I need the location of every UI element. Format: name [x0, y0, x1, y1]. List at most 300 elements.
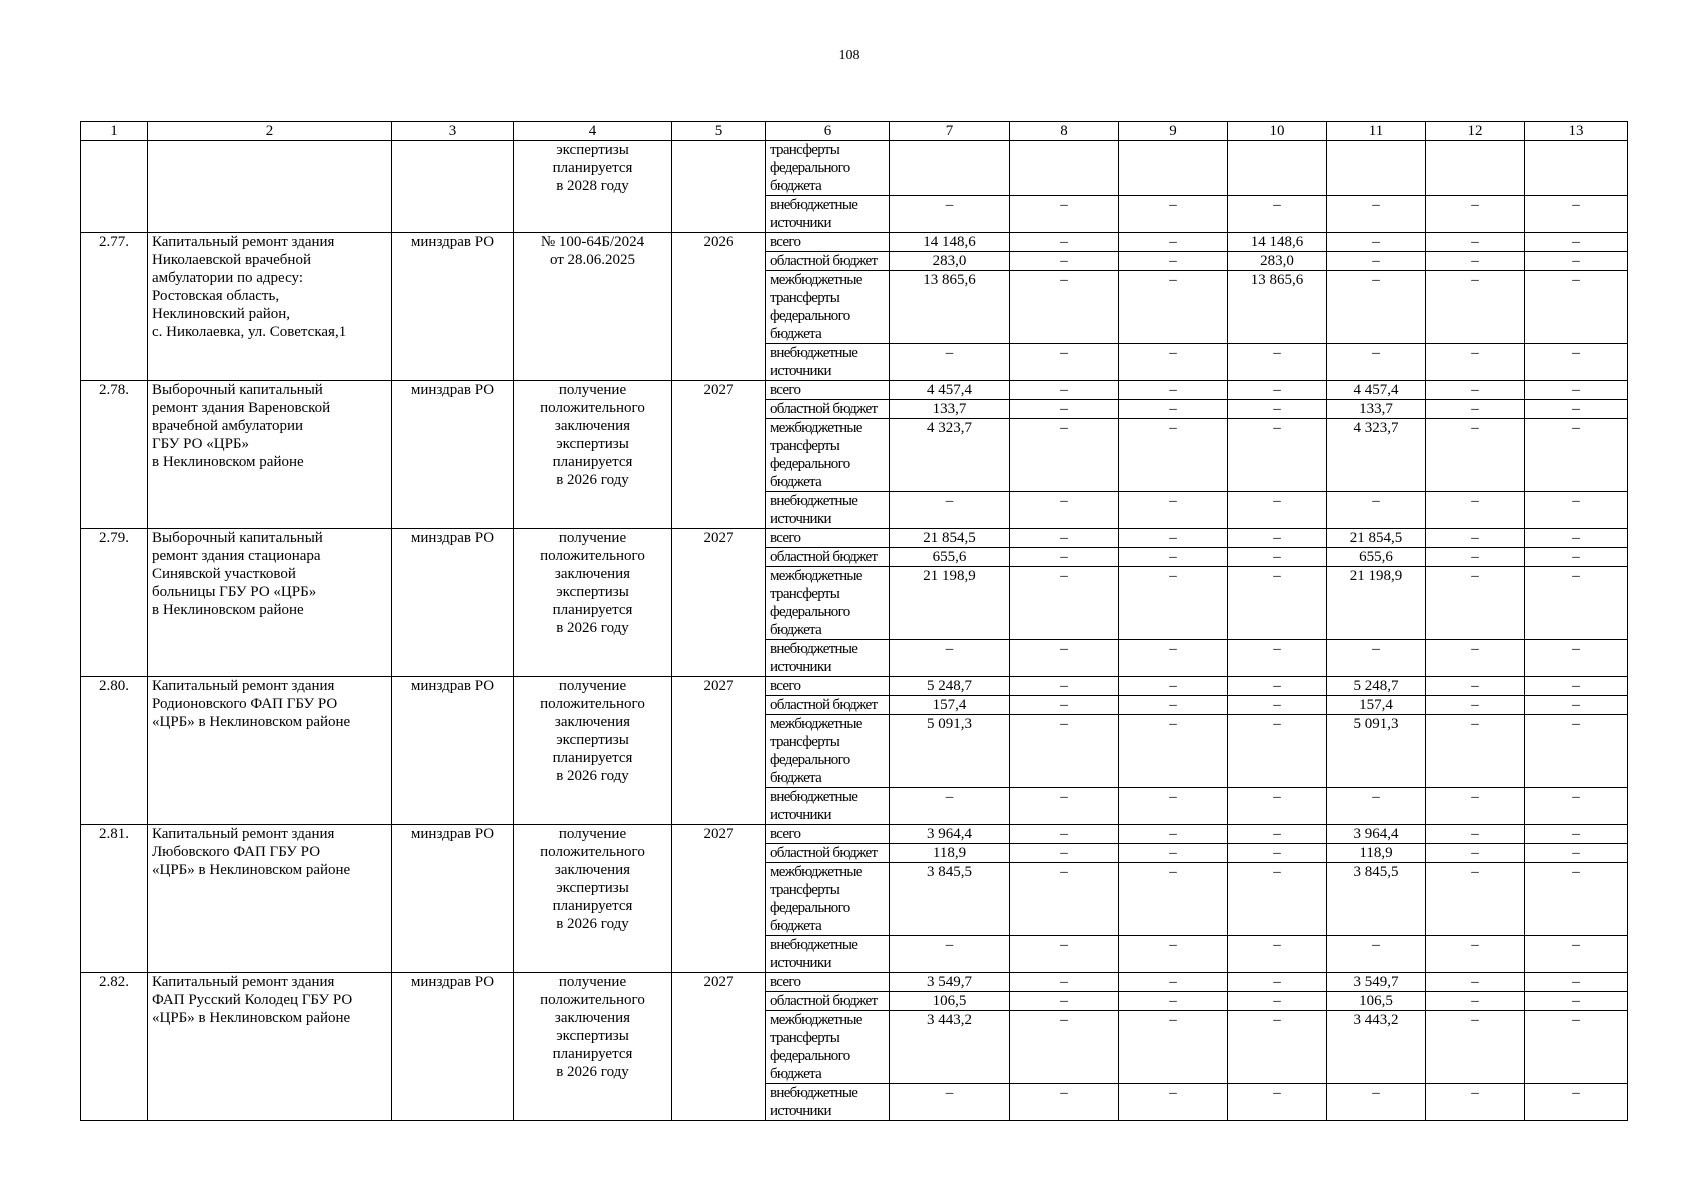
- item-name-cell: [148, 677, 392, 825]
- funding-source-label: [766, 677, 890, 696]
- funding-source-label-line: федерального: [770, 160, 850, 176]
- funding-source-label-line: областной бюджет: [770, 549, 878, 565]
- document-cell-line: положительного: [540, 992, 645, 1008]
- funding-value-cell: –: [1119, 252, 1228, 271]
- funding-value-cell: –: [1010, 419, 1119, 492]
- item-name-cell-line: Ростовская область,: [152, 288, 280, 304]
- funding-value-cell: 4 323,7: [1327, 419, 1426, 492]
- funding-value-cell: –: [1327, 233, 1426, 252]
- table-body: [81, 122, 1628, 1121]
- document-cell-line: экспертизы: [556, 732, 629, 748]
- table-row: [81, 141, 1628, 196]
- funding-value-cell: –: [1010, 1011, 1119, 1084]
- document-cell-line: получение: [558, 382, 627, 398]
- item-name-cell-line: Капитальный ремонт здания: [152, 678, 335, 694]
- funding-value-cell: –: [1327, 344, 1426, 381]
- executor-cell: минздрав РО: [392, 529, 514, 677]
- funding-source-label-line: источники: [770, 807, 831, 823]
- funding-value-cell: –: [890, 936, 1010, 973]
- funding-source-label-line: всего: [770, 234, 801, 250]
- funding-value-cell: –: [1525, 344, 1628, 381]
- funding-value-cell: –: [890, 492, 1010, 529]
- item-number-cell: [81, 141, 148, 233]
- funding-value-cell: –: [1327, 1084, 1426, 1121]
- document-cell-line: в 2028 году: [556, 178, 629, 194]
- funding-value-cell: –: [1119, 677, 1228, 696]
- funding-source-label-line: бюджета: [770, 918, 822, 934]
- funding-source-label: [766, 548, 890, 567]
- funding-value-cell: –: [1426, 548, 1525, 567]
- funding-value-cell: –: [1119, 567, 1228, 640]
- funding-value-cell: –: [1228, 344, 1327, 381]
- item-name-cell-line: с. Николаевка, ул. Советская,1: [152, 324, 347, 340]
- program-table: [80, 121, 1628, 1121]
- document-cell-line: № 100-64Б/2024: [540, 234, 645, 250]
- document-cell-line: получение: [558, 826, 627, 842]
- funding-value-cell: –: [1228, 825, 1327, 844]
- funding-source-label-line: трансферты: [770, 438, 840, 454]
- item-name-cell-line: врачебной амбулатории: [152, 418, 303, 434]
- column-number-header: 12: [1426, 122, 1525, 141]
- funding-value-cell: –: [1119, 233, 1228, 252]
- funding-source-label: [766, 271, 890, 344]
- funding-value-cell: 5 091,3: [1327, 715, 1426, 788]
- funding-source-label-line: межбюджетные: [770, 864, 862, 880]
- document-cell-line: в 2026 году: [556, 472, 629, 488]
- year-cell: 2027: [672, 677, 766, 825]
- funding-value-cell: –: [1228, 548, 1327, 567]
- funding-source-label-line: трансферты: [770, 142, 840, 158]
- funding-value-cell: –: [1119, 696, 1228, 715]
- funding-value-cell: –: [1525, 825, 1628, 844]
- funding-source-label: [766, 863, 890, 936]
- item-name-cell-line: ремонт здания Вареновской: [152, 400, 331, 416]
- executor-cell: минздрав РО: [392, 825, 514, 973]
- funding-value-cell: –: [1010, 863, 1119, 936]
- funding-value-cell: –: [1119, 344, 1228, 381]
- funding-value-cell: –: [1228, 788, 1327, 825]
- year-cell: 2027: [672, 973, 766, 1121]
- funding-value-cell: –: [1119, 1084, 1228, 1121]
- funding-value-cell: 5 248,7: [890, 677, 1010, 696]
- funding-value-cell: 4 457,4: [890, 381, 1010, 400]
- funding-value-cell: –: [1228, 973, 1327, 992]
- funding-value-cell: [1010, 141, 1119, 196]
- funding-value-cell: 21 854,5: [890, 529, 1010, 548]
- funding-source-label: [766, 492, 890, 529]
- funding-source-label: [766, 788, 890, 825]
- funding-source-label-line: федерального: [770, 308, 850, 324]
- funding-source-label-line: трансферты: [770, 1030, 840, 1046]
- funding-source-label-line: федерального: [770, 752, 850, 768]
- funding-source-label-line: областной бюджет: [770, 993, 878, 1009]
- funding-source-label-line: федерального: [770, 604, 850, 620]
- item-number-cell: 2.77.: [81, 233, 148, 381]
- funding-value-cell: –: [1119, 1011, 1228, 1084]
- funding-value-cell: –: [1426, 271, 1525, 344]
- funding-source-label-line: всего: [770, 530, 801, 546]
- document-cell-line: планируется: [552, 1046, 633, 1062]
- funding-source-label-line: областной бюджет: [770, 253, 878, 269]
- funding-value-cell: –: [1426, 344, 1525, 381]
- funding-value-cell: –: [1228, 696, 1327, 715]
- document-cell-line: планируется: [552, 602, 633, 618]
- funding-value-cell: –: [1525, 400, 1628, 419]
- funding-value-cell: –: [1327, 936, 1426, 973]
- funding-value-cell: –: [1119, 844, 1228, 863]
- year-cell: 2027: [672, 381, 766, 529]
- funding-source-label-line: источники: [770, 511, 831, 527]
- funding-value-cell: 3 549,7: [890, 973, 1010, 992]
- funding-value-cell: –: [1525, 1011, 1628, 1084]
- column-number-header: 1: [81, 122, 148, 141]
- document-cell: [514, 825, 672, 973]
- funding-value-cell: –: [1327, 252, 1426, 271]
- funding-value-cell: 3 964,4: [1327, 825, 1426, 844]
- funding-source-label-line: внебюджетные: [770, 197, 858, 213]
- funding-source-label-line: внебюджетные: [770, 345, 858, 361]
- column-number-header: 7: [890, 122, 1010, 141]
- funding-value-cell: –: [1228, 1011, 1327, 1084]
- document-cell-line: положительного: [540, 696, 645, 712]
- funding-source-label: [766, 640, 890, 677]
- funding-value-cell: –: [1525, 548, 1628, 567]
- funding-source-label-line: бюджета: [770, 622, 822, 638]
- funding-value-cell: –: [1119, 529, 1228, 548]
- funding-value-cell: –: [1010, 548, 1119, 567]
- funding-source-label-line: трансферты: [770, 734, 840, 750]
- funding-source-label-line: источники: [770, 215, 831, 231]
- funding-value-cell: –: [1228, 1084, 1327, 1121]
- funding-value-cell: 5 091,3: [890, 715, 1010, 788]
- funding-value-cell: –: [1426, 640, 1525, 677]
- document-cell: [514, 381, 672, 529]
- item-name-cell: [148, 825, 392, 973]
- year-cell: 2027: [672, 825, 766, 973]
- funding-value-cell: 3 845,5: [890, 863, 1010, 936]
- funding-value-cell: –: [1426, 381, 1525, 400]
- document-cell-line: планируется: [552, 898, 633, 914]
- funding-value-cell: 5 248,7: [1327, 677, 1426, 696]
- document-cell-line: положительного: [540, 844, 645, 860]
- funding-value-cell: –: [1010, 233, 1119, 252]
- funding-source-label: [766, 419, 890, 492]
- funding-source-label-line: всего: [770, 678, 801, 694]
- column-number-header: 13: [1525, 122, 1628, 141]
- funding-value-cell: –: [1228, 400, 1327, 419]
- funding-value-cell: 655,6: [890, 548, 1010, 567]
- document-cell-line: в 2026 году: [556, 620, 629, 636]
- funding-source-label: [766, 233, 890, 252]
- funding-value-cell: [1228, 141, 1327, 196]
- funding-value-cell: 106,5: [1327, 992, 1426, 1011]
- funding-value-cell: –: [1228, 863, 1327, 936]
- funding-value-cell: –: [1228, 992, 1327, 1011]
- column-number-header: 3: [392, 122, 514, 141]
- document-cell-line: заключения: [554, 862, 631, 878]
- funding-value-cell: –: [1426, 936, 1525, 973]
- funding-value-cell: 21 854,5: [1327, 529, 1426, 548]
- header-row: [81, 122, 1628, 141]
- funding-value-cell: –: [1119, 973, 1228, 992]
- document-cell-line: экспертизы: [556, 436, 629, 452]
- funding-value-cell: 21 198,9: [1327, 567, 1426, 640]
- funding-value-cell: –: [1010, 788, 1119, 825]
- funding-value-cell: –: [890, 640, 1010, 677]
- funding-value-cell: –: [1010, 677, 1119, 696]
- item-name-cell-line: Любовского ФАП ГБУ РО: [152, 844, 321, 860]
- funding-value-cell: 21 198,9: [890, 567, 1010, 640]
- item-number-cell: 2.81.: [81, 825, 148, 973]
- funding-value-cell: –: [1426, 529, 1525, 548]
- funding-source-label-line: источники: [770, 1103, 831, 1119]
- funding-source-label: [766, 529, 890, 548]
- item-name-cell-line: в Неклиновском районе: [152, 454, 304, 470]
- funding-value-cell: –: [1525, 1084, 1628, 1121]
- funding-value-cell: –: [890, 344, 1010, 381]
- item-name-cell-line: Синявской участковой: [152, 566, 296, 582]
- funding-value-cell: –: [1010, 567, 1119, 640]
- funding-value-cell: –: [1426, 825, 1525, 844]
- document-cell-line: получение: [558, 530, 627, 546]
- funding-value-cell: –: [1228, 640, 1327, 677]
- funding-source-label: [766, 715, 890, 788]
- page-number: 108: [838, 48, 860, 63]
- funding-value-cell: –: [1119, 381, 1228, 400]
- funding-value-cell: –: [1426, 233, 1525, 252]
- document-cell-line: получение: [558, 974, 627, 990]
- item-name-cell: [148, 381, 392, 529]
- funding-value-cell: 133,7: [890, 400, 1010, 419]
- funding-value-cell: –: [1010, 344, 1119, 381]
- document-cell: [514, 973, 672, 1121]
- funding-source-label-line: федерального: [770, 900, 850, 916]
- funding-value-cell: 157,4: [890, 696, 1010, 715]
- funding-value-cell: –: [1327, 271, 1426, 344]
- funding-source-label: [766, 973, 890, 992]
- funding-value-cell: –: [1010, 973, 1119, 992]
- funding-value-cell: 283,0: [890, 252, 1010, 271]
- funding-value-cell: –: [1119, 863, 1228, 936]
- document-cell-line: в 2026 году: [556, 916, 629, 932]
- funding-value-cell: –: [1525, 196, 1628, 233]
- funding-value-cell: –: [1426, 252, 1525, 271]
- item-name-cell-line: больницы ГБУ РО «ЦРБ»: [152, 584, 317, 600]
- funding-value-cell: [1327, 141, 1426, 196]
- funding-value-cell: –: [1010, 1084, 1119, 1121]
- funding-value-cell: –: [1119, 400, 1228, 419]
- column-number-header: 11: [1327, 122, 1426, 141]
- funding-value-cell: –: [1426, 863, 1525, 936]
- funding-value-cell: –: [1525, 677, 1628, 696]
- funding-value-cell: –: [1228, 936, 1327, 973]
- document-cell: [514, 529, 672, 677]
- item-number-cell: 2.78.: [81, 381, 148, 529]
- item-number-cell: 2.79.: [81, 529, 148, 677]
- funding-value-cell: 655,6: [1327, 548, 1426, 567]
- funding-value-cell: –: [1010, 825, 1119, 844]
- funding-value-cell: 3 964,4: [890, 825, 1010, 844]
- year-cell: 2026: [672, 233, 766, 381]
- funding-source-label-line: всего: [770, 826, 801, 842]
- funding-value-cell: 118,9: [890, 844, 1010, 863]
- item-name-cell: [148, 233, 392, 381]
- funding-value-cell: –: [1010, 492, 1119, 529]
- item-name-cell: [148, 973, 392, 1121]
- funding-source-label-line: трансферты: [770, 882, 840, 898]
- item-name-cell-line: ремонт здания стационара: [152, 548, 321, 564]
- funding-value-cell: –: [1525, 492, 1628, 529]
- funding-value-cell: –: [1525, 696, 1628, 715]
- funding-value-cell: –: [1119, 825, 1228, 844]
- funding-source-label-line: федерального: [770, 456, 850, 472]
- funding-value-cell: –: [1426, 567, 1525, 640]
- funding-value-cell: –: [1119, 936, 1228, 973]
- funding-source-label-line: источники: [770, 363, 831, 379]
- funding-value-cell: –: [1426, 788, 1525, 825]
- funding-source-label-line: федерального: [770, 1048, 850, 1064]
- funding-value-cell: –: [1010, 271, 1119, 344]
- item-number-cell: 2.80.: [81, 677, 148, 825]
- funding-source-label: [766, 696, 890, 715]
- item-name-cell-line: Капитальный ремонт здания: [152, 974, 335, 990]
- funding-value-cell: –: [1119, 271, 1228, 344]
- column-number-header: 4: [514, 122, 672, 141]
- funding-source-label-line: бюджета: [770, 474, 822, 490]
- funding-value-cell: –: [1010, 196, 1119, 233]
- funding-source-label: [766, 381, 890, 400]
- funding-source-label-line: внебюджетные: [770, 789, 858, 805]
- item-name-cell-line: «ЦРБ» в Неклиновском районе: [152, 862, 351, 878]
- funding-value-cell: –: [1525, 844, 1628, 863]
- funding-source-label: [766, 992, 890, 1011]
- funding-source-label-line: межбюджетные: [770, 568, 862, 584]
- funding-value-cell: [1119, 141, 1228, 196]
- funding-value-cell: 14 148,6: [890, 233, 1010, 252]
- executor-cell: минздрав РО: [392, 233, 514, 381]
- funding-value-cell: –: [1010, 529, 1119, 548]
- funding-value-cell: 13 865,6: [1228, 271, 1327, 344]
- document-cell-line: положительного: [540, 400, 645, 416]
- item-name-cell-line: Николаевской врачебной: [152, 252, 311, 268]
- funding-value-cell: –: [1525, 973, 1628, 992]
- document-cell-line: планируется: [552, 750, 633, 766]
- document-cell-line: экспертизы: [556, 1028, 629, 1044]
- document-cell-line: заключения: [554, 714, 631, 730]
- table-row: [81, 677, 1628, 696]
- item-name-cell-line: ГБУ РО «ЦРБ»: [152, 436, 250, 452]
- funding-value-cell: –: [1228, 567, 1327, 640]
- funding-value-cell: –: [1426, 677, 1525, 696]
- funding-source-label-line: внебюджетные: [770, 1085, 858, 1101]
- document-cell-line: в 2026 году: [556, 768, 629, 784]
- funding-value-cell: –: [1228, 844, 1327, 863]
- funding-source-label: [766, 141, 890, 196]
- funding-value-cell: –: [1327, 788, 1426, 825]
- funding-value-cell: –: [1119, 196, 1228, 233]
- funding-value-cell: –: [890, 196, 1010, 233]
- item-name-cell-line: Выборочный капитальный: [152, 382, 323, 398]
- funding-value-cell: –: [1119, 640, 1228, 677]
- document-cell-line: заключения: [554, 418, 631, 434]
- funding-value-cell: 13 865,6: [890, 271, 1010, 344]
- executor-cell: минздрав РО: [392, 381, 514, 529]
- column-number-header: 6: [766, 122, 890, 141]
- funding-source-label-line: трансферты: [770, 586, 840, 602]
- funding-source-label-line: трансферты: [770, 290, 840, 306]
- document-cell-line: экспертизы: [556, 584, 629, 600]
- funding-value-cell: –: [1525, 419, 1628, 492]
- item-name-cell-line: ФАП Русский Колодец ГБУ РО: [152, 992, 353, 1008]
- funding-source-label-line: межбюджетные: [770, 1012, 862, 1028]
- document-cell-line: экспертизы: [556, 142, 629, 158]
- document-cell-line: в 2026 году: [556, 1064, 629, 1080]
- funding-value-cell: –: [1010, 992, 1119, 1011]
- funding-value-cell: –: [1228, 196, 1327, 233]
- item-name-cell-line: в Неклиновском районе: [152, 602, 304, 618]
- document-cell-line: планируется: [552, 160, 633, 176]
- funding-source-label: [766, 252, 890, 271]
- funding-source-label-line: всего: [770, 382, 801, 398]
- document-cell-line: заключения: [554, 566, 631, 582]
- document-cell-line: заключения: [554, 1010, 631, 1026]
- funding-source-label: [766, 400, 890, 419]
- item-name-cell-line: амбулатории по адресу:: [152, 270, 303, 286]
- funding-value-cell: 157,4: [1327, 696, 1426, 715]
- funding-value-cell: –: [1525, 567, 1628, 640]
- table-row: [81, 381, 1628, 400]
- executor-cell: минздрав РО: [392, 677, 514, 825]
- funding-value-cell: –: [1426, 400, 1525, 419]
- funding-source-label-line: межбюджетные: [770, 420, 862, 436]
- funding-value-cell: –: [1426, 196, 1525, 233]
- item-name-cell-line: «ЦРБ» в Неклиновском районе: [152, 1010, 351, 1026]
- funding-value-cell: 106,5: [890, 992, 1010, 1011]
- funding-value-cell: –: [1525, 252, 1628, 271]
- funding-source-label: [766, 196, 890, 233]
- funding-source-label-line: областной бюджет: [770, 697, 878, 713]
- funding-value-cell: 14 148,6: [1228, 233, 1327, 252]
- column-number-header: 5: [672, 122, 766, 141]
- funding-source-label-line: областной бюджет: [770, 401, 878, 417]
- funding-value-cell: –: [1525, 715, 1628, 788]
- funding-source-label-line: источники: [770, 659, 831, 675]
- funding-value-cell: –: [1010, 640, 1119, 677]
- item-name-cell-line: Выборочный капитальный: [152, 530, 323, 546]
- funding-value-cell: [1525, 141, 1628, 196]
- funding-value-cell: –: [1119, 419, 1228, 492]
- funding-value-cell: –: [890, 788, 1010, 825]
- funding-value-cell: [1426, 141, 1525, 196]
- funding-value-cell: 4 323,7: [890, 419, 1010, 492]
- funding-source-label-line: внебюджетные: [770, 937, 858, 953]
- funding-value-cell: –: [1426, 973, 1525, 992]
- funding-value-cell: 3 443,2: [1327, 1011, 1426, 1084]
- funding-value-cell: –: [1010, 715, 1119, 788]
- table-row: [81, 825, 1628, 844]
- column-number-header: 2: [148, 122, 392, 141]
- funding-value-cell: –: [1426, 1011, 1525, 1084]
- executor-cell: минздрав РО: [392, 973, 514, 1121]
- year-cell: [672, 141, 766, 233]
- funding-value-cell: –: [1426, 992, 1525, 1011]
- funding-value-cell: –: [1426, 492, 1525, 529]
- funding-value-cell: –: [1010, 400, 1119, 419]
- funding-value-cell: –: [1525, 271, 1628, 344]
- funding-source-label-line: межбюджетные: [770, 272, 862, 288]
- item-name-cell: [148, 529, 392, 677]
- funding-value-cell: –: [1426, 696, 1525, 715]
